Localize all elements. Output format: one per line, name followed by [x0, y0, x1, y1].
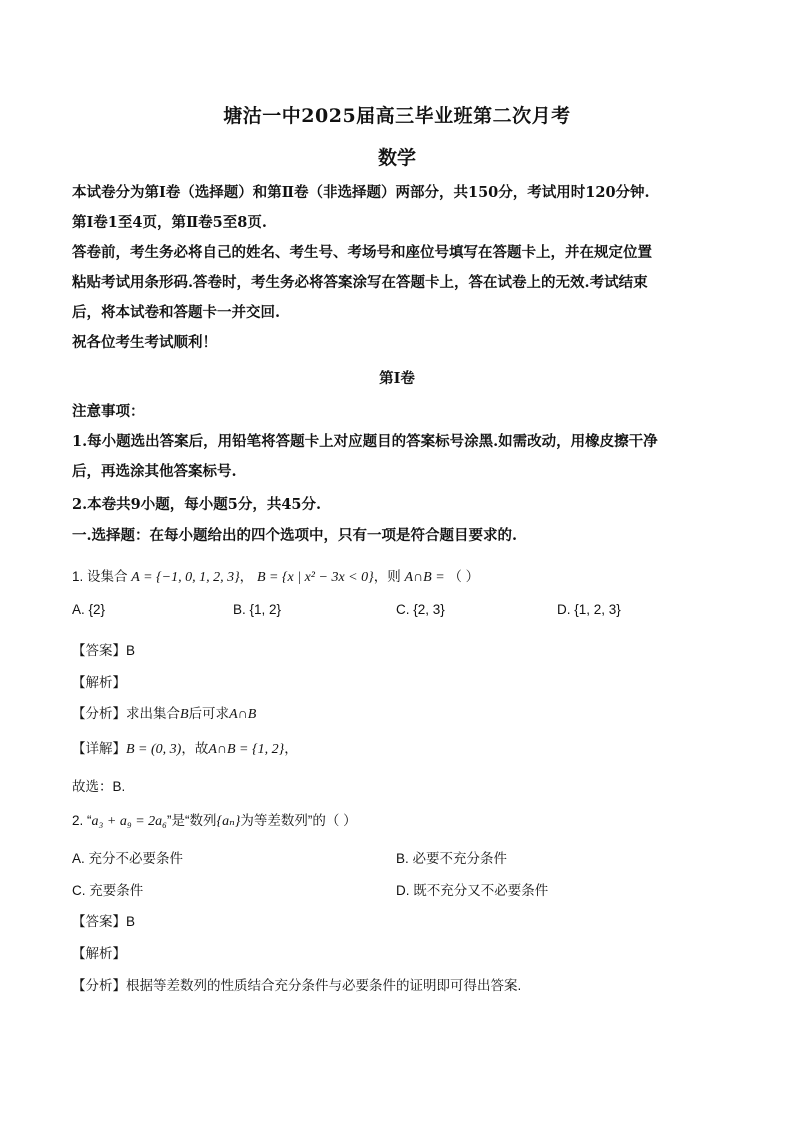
q2-option-d: D. 既不充分又不必要条件	[396, 883, 549, 898]
q1-fenxi	[72, 702, 256, 723]
answer-tag: 【答案】	[72, 643, 126, 658]
intro-line: 答卷前，考生务必将自己的姓名、考生号、考场号和座位号填写在答题卡上，并在规定位置	[72, 244, 652, 261]
q1-option-d: D. {1, 2, 3}	[557, 602, 621, 617]
exam-intro	[72, 178, 722, 358]
intro-line: 祝各位考生考试顺利！	[72, 334, 217, 351]
intro-line: 本试卷分为第Ⅰ卷（选择题）和第Ⅱ卷（非选择题）两部分，共150分，考试用时120分钟.	[72, 184, 650, 201]
detail-tag: 【详解】	[72, 741, 126, 756]
q1-option-a: A. {2}	[72, 602, 106, 617]
note-1b: 后，再选涂其他答案标号.	[72, 463, 237, 480]
detail-expr-2: A∩B = {1, 2}	[208, 742, 285, 757]
fenxi-tag: 【分析】	[72, 706, 126, 721]
q2-expr: a₃ + a₉ = 2a₆	[91, 814, 168, 829]
fenxi-text: 根据等差数列的性质结合充分条件与必要条件的证明即可得出答案.	[126, 978, 522, 993]
q1-ask: ，则	[373, 569, 401, 584]
q2-option-c: C. 充要条件	[72, 883, 144, 898]
q1-analysis-tag: 【解析】	[72, 675, 126, 690]
intro-line: 第Ⅰ卷1至4页，第Ⅱ卷5至8页.	[72, 214, 267, 231]
answer-value: B	[126, 643, 136, 658]
q1-detail	[72, 737, 298, 758]
q2-fenxi	[72, 974, 521, 994]
question-1	[72, 566, 722, 589]
fenxi-b: B	[180, 707, 189, 722]
q1-set-b: B = {x | x² − 3x < 0}	[256, 570, 374, 585]
detail-mid: ，故	[181, 741, 209, 756]
q1-option-b: B. {1, 2}	[233, 602, 282, 617]
note-1a: 1.每小题选出答案后，用铅笔将答题卡上对应题目的答案标号涂黑.如需改动，用橡皮擦干净	[72, 433, 658, 450]
answer-tag: 【答案】	[72, 914, 126, 929]
intro-line: 后，将本试卷和答题卡一并交回.	[72, 304, 281, 321]
q2-option-b: B. 必要不充分条件	[396, 851, 508, 866]
q2-mid: ”是“数列	[167, 813, 217, 828]
exam-subject: 数学	[377, 147, 416, 169]
q2-answer	[72, 910, 135, 930]
note-2: 2.本卷共9小题，每小题5分，共45分.	[72, 496, 322, 513]
q1-set-a: A = {−1, 0, 1, 2, 3}	[131, 570, 240, 585]
q1-choose: 故选：B.	[72, 779, 126, 794]
exam-title: 塘沽一中2025届高三毕业班第二次月考	[223, 105, 571, 127]
question-2	[72, 810, 722, 833]
section-instruction: 一.选择题：在每小题给出的四个选项中，只有一项是符合题目要求的.	[72, 527, 518, 544]
q1-answer	[72, 639, 135, 659]
q1-ask-expr: A∩B =	[404, 570, 445, 585]
detail-expr-1: B = (0, 3)	[126, 742, 182, 757]
detail-end: ，	[284, 741, 298, 756]
q2-seq: {aₙ}	[216, 814, 241, 829]
fenxi-tag: 【分析】	[72, 978, 126, 993]
q2-prefix: 2. “	[72, 813, 92, 828]
notes-heading: 注意事项：	[72, 403, 145, 420]
q1-option-c: C. {2, 3}	[396, 602, 445, 617]
q2-analysis-tag: 【解析】	[72, 946, 126, 961]
q1-sep: ，	[239, 569, 254, 584]
q2-option-a: A. 充分不必要条件	[72, 851, 184, 866]
q1-prefix: 1. 设集合	[72, 569, 128, 584]
fenxi-expr: A∩B	[229, 707, 257, 722]
answer-value: B	[126, 914, 136, 929]
section-title: 第Ⅰ卷	[379, 370, 415, 387]
fenxi-after: 后可求	[188, 706, 230, 721]
q2-tail: 为等差数列”的（ ）	[240, 813, 357, 828]
fenxi-text: 求出集合	[126, 706, 180, 721]
intro-line: 粘贴考试用条形码.答卷时，考生务必将答案涂写在答题卡上，答在试卷上的无效.考试结束	[72, 274, 648, 291]
q1-paren: （ ）	[448, 569, 480, 584]
